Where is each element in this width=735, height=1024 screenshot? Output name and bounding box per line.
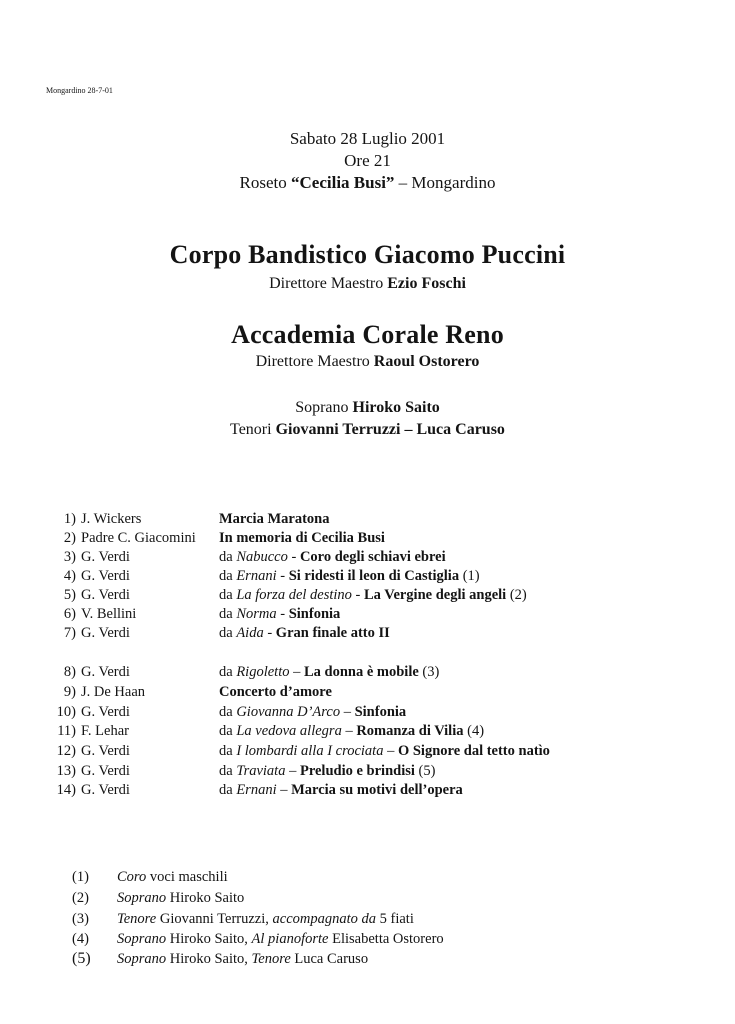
program-composer: G. Verdi (81, 568, 130, 584)
program-number: 14) (56, 782, 76, 798)
soprano-label: Soprano (295, 399, 353, 416)
program-work: da La vedova allegra – Romanza di Vilia (4) (219, 723, 485, 739)
program-number: 13) (56, 763, 76, 779)
program-composer: G. Verdi (81, 782, 130, 798)
footnote-text: Soprano Hiroko Saito, Tenore Luca Caruso (117, 951, 369, 967)
program-number: 10) (56, 704, 76, 720)
program-number: 4) (63, 568, 76, 584)
program-work: da La forza del destino - La Vergine degli angeli (2) (219, 587, 527, 603)
program-work: da Rigoletto – La donna è mobile (3) (219, 664, 440, 680)
choir-director-label: Direttore Maestro (255, 353, 374, 370)
band-director-name: Ezio Foschi (387, 275, 466, 292)
tenors-label: Tenori (230, 421, 276, 438)
venue-name: “Cecilia Busi” (291, 173, 395, 192)
program-number: 8) (63, 664, 76, 680)
program-work: Marcia Maratona (219, 511, 330, 527)
venue-prefix: Roseto (239, 173, 291, 192)
band-director (0, 274, 735, 294)
program-composer: G. Verdi (81, 587, 130, 603)
program-work: da I lombardi alla I crociata – O Signore dal tetto natìo (219, 743, 550, 759)
band-name: Corpo Bandistico Giacomo Puccini (169, 240, 566, 269)
program-work: da Ernani - Si ridesti il leon di Castiglia (1) (219, 568, 480, 584)
choir-director-name: Raoul Ostorero (373, 353, 480, 370)
program-work: da Ernani – Marcia su motivi dell’opera (219, 782, 463, 798)
footnote-text: Soprano Hiroko Saito, Al pianoforte Elisabetta Ostorero (117, 931, 444, 947)
program-number: 2) (63, 530, 76, 546)
program-work: da Aida - Gran finale atto II (219, 625, 390, 641)
program-work: Concerto d’amore (219, 684, 332, 700)
concert-venue (0, 172, 735, 193)
footnote-number: (4) (72, 931, 89, 947)
program-composer: G. Verdi (81, 704, 130, 720)
program-work: da Traviata – Preludio e brindisi (5) (219, 763, 436, 779)
footnote-text: Tenore Giovanni Terruzzi, accompagnato da 5 fiati (117, 911, 414, 927)
program-composer: G. Verdi (81, 763, 130, 779)
program-composer: J. De Haan (81, 684, 146, 700)
program-composer: G. Verdi (81, 625, 130, 641)
concert-time: Ore 21 (344, 151, 391, 170)
program-composer: F. Lehar (81, 723, 129, 739)
program-work: da Norma - Sinfonia (219, 606, 341, 622)
program-number: 7) (63, 625, 76, 641)
program-number: 5) (63, 587, 76, 603)
footnote-text: Coro voci maschili (117, 869, 228, 885)
program-work: In memoria di Cecilia Busi (219, 530, 385, 546)
soprano-line (0, 398, 735, 418)
program-number: 9) (63, 684, 76, 700)
program-number: 1) (63, 511, 76, 527)
footnote-number: (5) (72, 950, 91, 967)
program-number: 11) (57, 723, 76, 739)
footnote-number: (2) (72, 890, 89, 906)
footnote-number: (3) (72, 911, 89, 927)
footnote-number: (1) (72, 869, 89, 885)
venue-suffix: – Mongardino (394, 173, 496, 192)
concert-date: Sabato 28 Luglio 2001 (289, 129, 446, 148)
program-composer: Padre C. Giacomini (81, 530, 196, 546)
program-composer: V. Bellini (81, 606, 137, 622)
document-reference: Mongardino 28-7-01 (46, 86, 113, 95)
program-work: da Giovanna D’Arco – Sinfonia (219, 704, 407, 720)
program-number: 3) (63, 549, 76, 565)
tenors-line (0, 420, 735, 440)
soprano-name: Hiroko Saito (352, 399, 440, 416)
program-composer: J. Wickers (81, 511, 142, 527)
program-number: 12) (56, 743, 76, 759)
program-composer: G. Verdi (81, 664, 130, 680)
program-work: da Nabucco - Coro degli schiavi ebrei (219, 549, 446, 565)
program-composer: G. Verdi (81, 549, 130, 565)
program-composer: G. Verdi (81, 743, 130, 759)
tenors-names: Giovanni Terruzzi – Luca Caruso (275, 421, 505, 438)
program-number: 6) (63, 606, 76, 622)
band-director-label: Direttore Maestro (269, 275, 388, 292)
choir-director (0, 352, 735, 372)
footnote-text: Soprano Hiroko Saito (117, 890, 245, 906)
choir-name: Accademia Corale Reno (231, 320, 504, 349)
